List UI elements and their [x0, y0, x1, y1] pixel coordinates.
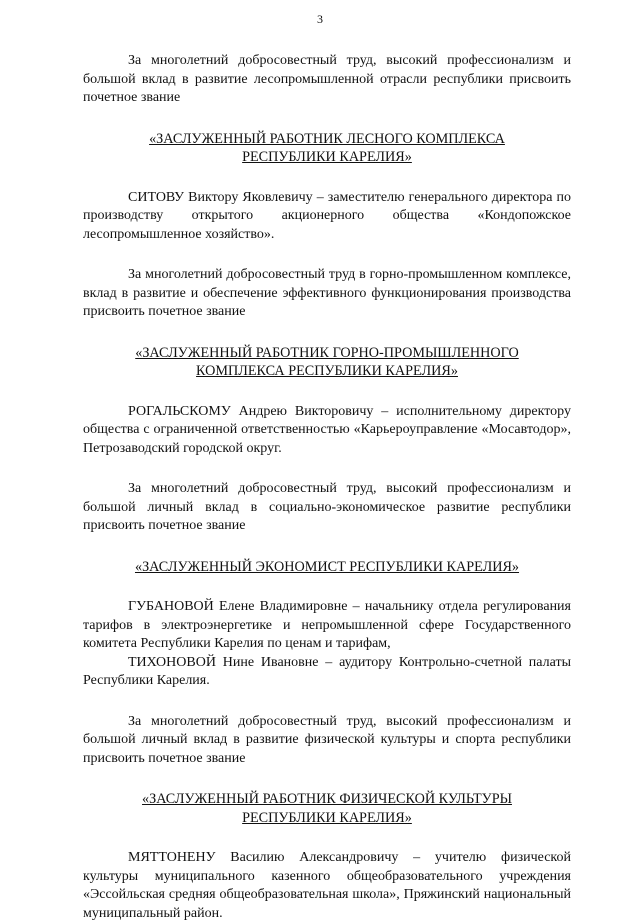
award-title-line: РЕСПУБЛИКИ КАРЕЛИЯ»: [242, 809, 412, 826]
award-title: [83, 344, 571, 381]
award-title: [83, 790, 571, 827]
award-intro-paragraph: За многолетний добросовестный труд, высокий профессионализм и большой личный вклад в развитие физической культуры и спорта республики присвоить почетное звание: [83, 713, 571, 766]
award-title-line: «ЗАСЛУЖЕННЫЙ РАБОТНИК ЛЕСНОГО КОМПЛЕКСА: [149, 130, 505, 147]
award-intro-paragraph: За многолетний добросовестный труд, высокий профессионализм и большой личный вклад в социально-экономическое развитие республики присвоить почетное звание: [83, 481, 571, 533]
recipient-paragraph: ГУБАНОВОЙ Елене Владимировне – начальнику отдела регулирования тарифов в электроэнергетике и непромышленной сфере Государственного комитета Республики Карелия по ценам и тарифам,: [83, 599, 571, 651]
recipient-paragraph: СИТОВУ Виктору Яковлевичу – заместителю генерального директора по производству открытого акционерного общества «Кондопожское лесопромышленное хозяйство».: [83, 189, 571, 242]
award-title-line: «ЗАСЛУЖЕННЫЙ РАБОТНИК ФИЗИЧЕСКОЙ КУЛЬТУРЫ: [142, 791, 512, 807]
award-title-line: «ЗАСЛУЖЕННЫЙ РАБОТНИК ГОРНО-ПРОМЫШЛЕННОГО: [135, 344, 519, 361]
award-intro-paragraph: За многолетний добросовестный труд в горно-промышленном комплексе, вклад в развитие и обеспечение эффективного функционирования производства присвоить почетное звание: [83, 267, 571, 319]
recipient-paragraph: ТИХОНОВОЙ Нине Ивановне – аудитору Контрольно-счетной палаты Республики Карелия.: [83, 654, 571, 688]
award-title-line: КОМПЛЕКСА РЕСПУБЛИКИ КАРЕЛИЯ»: [196, 363, 458, 379]
recipient-paragraph: МЯТТОНЕНУ Василию Александровичу – учителю физической культуры муниципального казенного общеобразовательного учреждения «Эссойльская средняя общеобразовательная школа», Пряжинский национальный муниципальный район.: [83, 850, 571, 921]
award-intro-paragraph: За многолетний добросовестный труд, высокий профессионализм и большой вклад в развитие лесопромышленной отрасли республики присвоить почетное звание: [83, 53, 571, 105]
award-title-line: «ЗАСЛУЖЕННЫЙ ЭКОНОМИСТ РЕСПУБЛИКИ КАРЕЛИЯ»: [134, 558, 520, 575]
recipient-paragraph: РОГАЛЬСКОМУ Андрею Викторовичу – исполнительному директору общества с ограниченной ответственностью «Карьероуправление «Мосавтодор», Петрозаводский городской округ.: [83, 403, 571, 456]
award-title: [83, 130, 571, 167]
document-body: [83, 52, 571, 923]
award-title: [83, 558, 571, 577]
page-number: 3: [317, 12, 323, 26]
award-title-line: РЕСПУБЛИКИ КАРЕЛИЯ»: [242, 149, 412, 165]
